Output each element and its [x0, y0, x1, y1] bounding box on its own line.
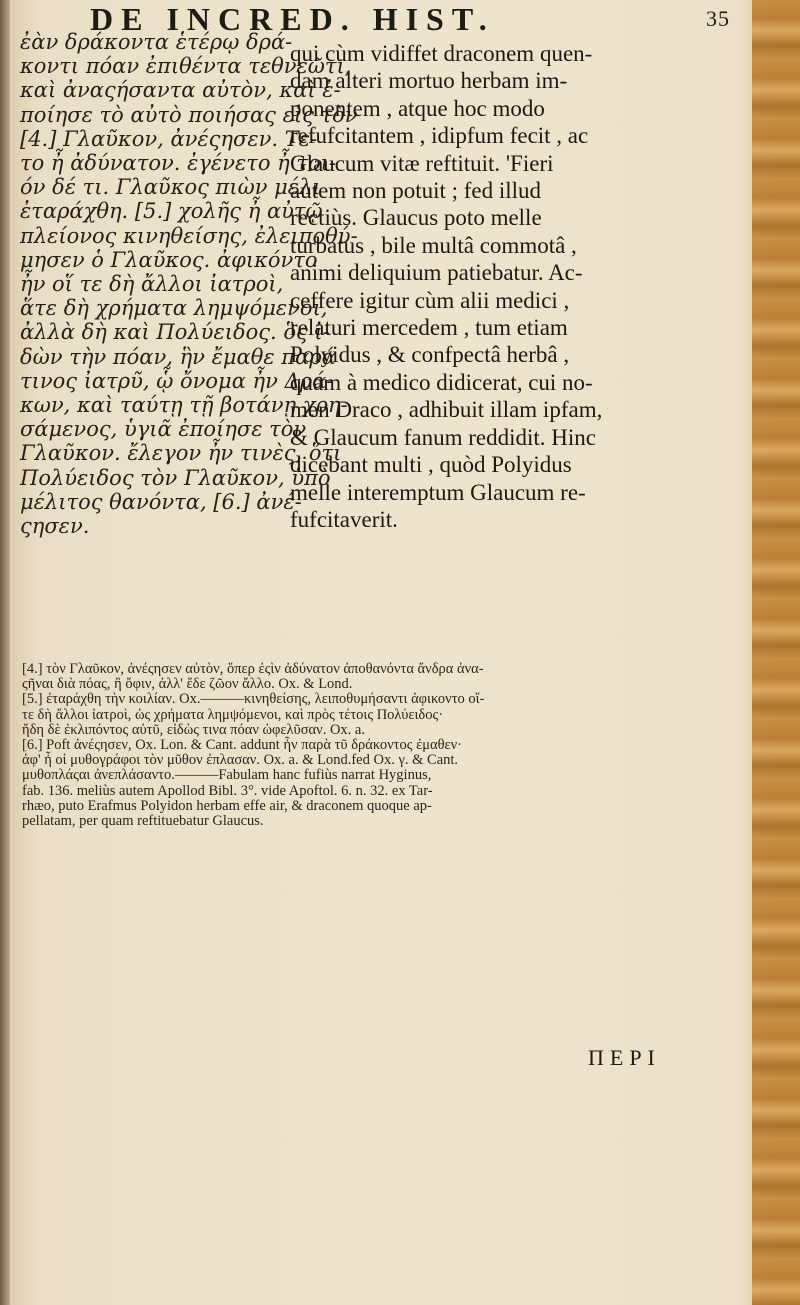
latin-text-line: Polyidus , & confpectâ herbâ ,: [290, 342, 570, 368]
latin-text-line: turbatus , bile multâ commotâ ,: [290, 232, 577, 258]
footnote-line: fab. 136. meliùs autem Apollod Bibl. 3°. vide Apoftol. 6. n. 32. ex Tar-: [22, 782, 433, 799]
latin-text-line: dam alteri mortuo herbam im-: [290, 68, 568, 94]
greek-text-line: καὶ ἀναςήσαντα αὐτὸν, καὶ ἐ-: [20, 78, 341, 103]
greek-text-line: ςησεν.: [20, 514, 90, 539]
greek-text-line: όν δέ τι. Γλαῦκος πιὼν μέλι: [20, 175, 321, 200]
greek-text-line: τινος ἰατρῦ, ᾧ ὄνομα ἦν Δρά-: [20, 368, 334, 393]
footnote-line: ςῆναι διὰ πόας, ἢ ὄφιν, ἀλλ' ἔδε ζῶον ἄλλο. Ox. & Lond.: [22, 676, 353, 693]
footnote-line: [6.] Poft ἀνέςησεν, Ox. Lon. & Cant. addunt ἦν παρὰ τῦ δράκοντος ἐμαθεν·: [22, 737, 462, 754]
latin-text-line: fufcitaverit.: [290, 506, 398, 532]
footnote-line: μυθοπλάςαι ἀνεπλάσαντο.———Fabulam hanc fufiùs narrat Hyginus,: [22, 767, 432, 784]
page-number: 35: [706, 6, 730, 31]
greek-text-line: ἐὰν δράκοντα ἑτέρῳ δρά-: [20, 30, 293, 54]
greek-text-line: Γλαῦκον. ἔλεγον ἦν τινὲς, ὅτι: [20, 441, 342, 466]
greek-text-line: μέλιτος θανόντα, [6.] ἀνέ-: [20, 489, 302, 514]
catchword: ΠΕΡΙ: [588, 1045, 661, 1070]
footnote-line: pellatam, per quam reftituebatur Glaucus.: [22, 813, 264, 830]
footnote-line: τε δὴ ἄλλοι ἰατροὶ, ὡς χρήματα λημψόμενοι, καὶ πρὸς τέτοις Πολύειδος·: [22, 706, 444, 723]
page-worn-edge: [752, 0, 800, 1305]
greek-text-line: πλείονος κινηθείσης, ἐλειποθύ-: [20, 223, 358, 248]
greek-text-line: Πολύειδος τὸν Γλαῦκον, ὑπὸ: [20, 465, 331, 490]
footnote-line: rhæo, puto Erafmus Polyidon herbam effe air, & draconem quoque ap-: [22, 797, 432, 814]
greek-text-line: μησεν ὁ Γλαῦκος. ἀφικόντο: [20, 247, 318, 272]
latin-text-line: ponentem , atque hoc modo: [290, 95, 545, 121]
greek-text-line: κων, καὶ ταύτῃ τῇ βοτάνῃ χρη-: [20, 393, 348, 418]
greek-text-line: δὼν τὴν πόαν, ἣν ἔμαθε παρά: [20, 344, 336, 369]
greek-text-line: ἦν οἵ τε δὴ ἄλλοι ἰατροὶ,: [20, 272, 284, 297]
latin-text-line: Glaucum vitæ reftituit. 'Fieri: [290, 150, 554, 176]
footnote-line: [4.] τὸν Γλαῦκον, ἀνέςησεν αὐτὸν, ὅπερ ἐςὶν ἀδύνατον ἀποθανόντα ἄνδρα ἀνα-: [22, 661, 484, 677]
latin-text-line: & Glaucum fanum reddidit. Hinc: [290, 424, 596, 450]
greek-text-line: σάμενος, ὑγιᾶ ἐποίησε τὸν: [20, 417, 307, 442]
latin-text-line: melle interemptum Glaucum re-: [290, 479, 586, 505]
greek-text-line: ἅτε δὴ χρήματα λημψόμενοι,: [20, 296, 328, 321]
greek-text-line: το ἦ ἀδύνατον. ἐγένετο ἦ τοι-: [20, 151, 337, 176]
latin-text-line: quam à medico didicerat, cui no-: [290, 369, 593, 395]
latin-text-line: ceffere igitur cùm alii medici ,: [290, 287, 570, 313]
latin-text-line: autem non potuit ; fed illud: [290, 178, 542, 204]
footnotes: [22, 661, 742, 830]
latin-text-line: dicebant multi , quòd Polyidus: [290, 452, 572, 478]
greek-text-line: ποίησε τὸ αὐτὸ ποιήσας εἰς τὸν: [20, 102, 358, 127]
greek-text-line: ἀλλὰ δὴ καὶ Πολύειδος. ὃς ἰ-: [20, 320, 330, 345]
footnote-line: ἤδη δὲ ἐκλιπόντος αὐτῦ, εἰδὼς τινα πόαν ὠφελῦσαν. Ox. a.: [22, 721, 365, 738]
latin-text-line: animi deliquium patiebatur. Ac-: [290, 260, 583, 286]
latin-text-line: relaturi mercedem , tum etiam: [290, 315, 568, 341]
latin-text-line: men Draco , adhibuit illam ipfam,: [290, 397, 603, 423]
running-title: DE INCRED. HIST.: [90, 0, 495, 37]
footnote-line: ἀφ' ἦ οἱ μυθογράφοι τὸν μῦθον ἐπλασαν. Ox. a. & Lond.fed Ox. γ. & Cant.: [22, 752, 459, 769]
latin-text-column: [290, 40, 620, 660]
footnote-line: [5.] ἐταράχθη τὴν κοιλίαν. Ox.———κινηθείσης, λειποθυμήσαντι ἀφικοντο οἵ-: [22, 691, 485, 708]
latin-text-line: rectiùs. Glaucus poto melle: [290, 205, 542, 231]
latin-text-line: refufcitantem , idipfum fecit , ac: [290, 123, 589, 149]
greek-text-line: ἐταράχθη. [5.] χολῆς ἦ αὐτῷ: [20, 199, 323, 224]
page-binding-edge: [0, 0, 10, 1305]
latin-text-line: qui cùm vidiffet draconem quen-: [290, 41, 593, 66]
greek-text-line: κοντι πόαν ἐπιθέντα τεθνεῶτι,: [20, 54, 352, 79]
greek-text-line: [4.] Γλαῦκον, ἀνέςησεν. Τε-: [20, 126, 318, 151]
